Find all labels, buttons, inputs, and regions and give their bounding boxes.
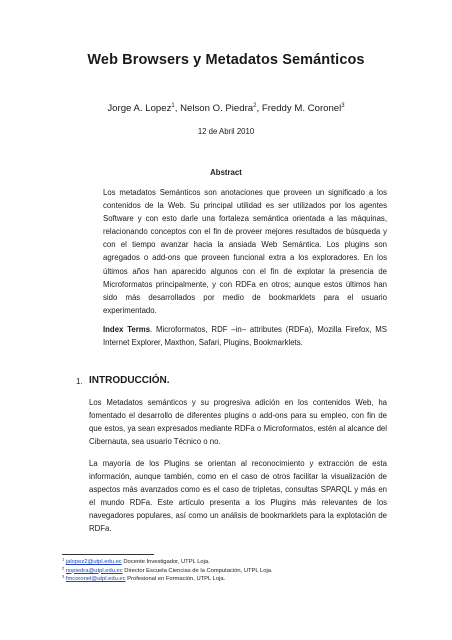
index-terms-label: Index Terms — [103, 325, 151, 334]
author-name: Freddy M. Coronel — [261, 103, 342, 114]
footnotes — [62, 558, 273, 584]
footnote-mark: 2 — [62, 565, 65, 571]
footnote-mark: 1 — [62, 556, 65, 562]
body-paragraph: Los Metadatos semánticos y su progresiva adición en los contenidos Web, ha fomentado el desarrollo de diferentes plugins o add-ons para su empleo, con fin de que estos, ya sean expresados mediante RDFa o Microformatos, estén al alcance del Cibernauta, sea usuario Técnico o no. — [89, 398, 387, 447]
index-terms-text: . Microformatos, RDF –in– attributes (RDFa), Mozilla Firefox, MS Internet Explorer, Maxthon, Safari, Plugins, Bookmarklets. — [103, 325, 387, 348]
abstract-body: Los metadatos Semánticos son anotaciones que proveen un significado a los contenidos de la Web. Su principal utilidad es ser utilizados por los agentes Software y con esto darle una fortaleza semántica orientada a las máquinas, relacionando conceptos con el fin de proveer mejores resultados de búsqueda y con el tiempo avanzar hacia la ansiada Web Semántica. Los plugins son agregados o add-ons que proveen funcional extra a los exploradores. En los últimos años han aparecido algunos con el fin de explotar la presencia de Microformatos principalmente, y con RDFa en otros; aunque estos últimos han sido más desarrollados por medio de bookmarklets para el usuario experimentado. — [103, 188, 387, 315]
author-affiliation-mark: 2 — [253, 103, 257, 109]
author-affiliation-mark: 3 — [341, 103, 345, 109]
abstract-heading: Abstract — [210, 168, 242, 177]
publication-date: 12 de Abril 2010 — [197, 127, 255, 136]
index-terms — [103, 323, 387, 349]
author-affiliation-mark: 1 — [171, 103, 175, 109]
footnote-email-link[interactable]: nopiedra@utpl.edu.ec — [65, 567, 123, 574]
author-name: Nelson O. Piedra — [180, 103, 254, 114]
footnote — [62, 575, 273, 584]
body-paragraph: La mayoría de los Plugins se orientan al reconocimiento y extracción de esta información, aunque también, como en el caso de otros facilitar la visualización de aspectos más avanzados como es el caso de tripletas, consultas SPARQL y más en el mundo RDFa. Este artículo presenta a los Plugins más relevantes de los navegadores populares, así como un análisis de bookmarklets para la explotación de RDFa. — [89, 459, 387, 534]
footnote-text: Director Escuela Ciencias de la Computación, UTPL Loja. — [122, 567, 273, 574]
section-number: 1. — [76, 377, 83, 386]
footnote-text: Profesional en Formación, UTPL Loja. — [125, 576, 226, 583]
section-title: INTRODUCCIÓN. — [89, 375, 170, 386]
footnote-divider — [62, 554, 154, 555]
footnote — [62, 558, 273, 567]
author-name: Jorge A. Lopez — [107, 103, 172, 114]
footnote-mark: 3 — [62, 573, 65, 579]
paper-title: Web Browsers y Metadatos Semánticos — [87, 52, 365, 68]
author-line: Jorge A. Lopez$^1$, Nelson O. Piedra$^2$, Freddy M. Coronel$^3$ — [107, 103, 345, 114]
footnote-email-link[interactable]: jalopez2@utpl.edu.ec — [65, 559, 122, 565]
footnote — [62, 567, 273, 576]
footnote-text: Docente Investigador, UTPL Loja. — [121, 559, 210, 565]
footnote-email-link[interactable]: fmcoronel@utpl.edu.ec — [65, 576, 126, 583]
